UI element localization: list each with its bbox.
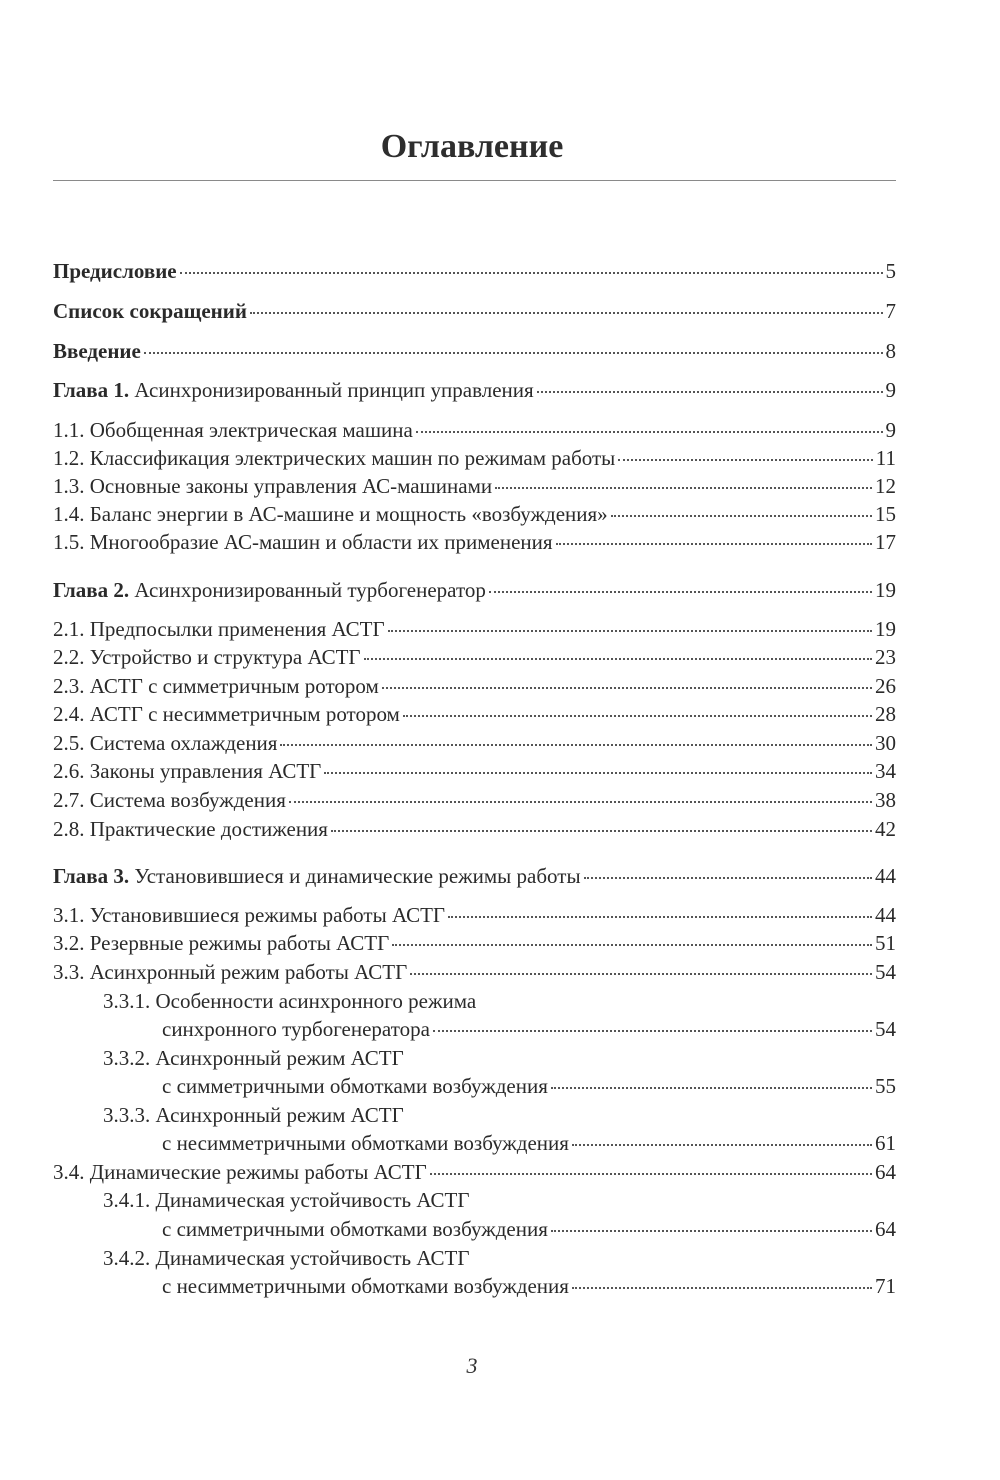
toc-entry-3-4-1-cont[interactable] bbox=[162, 1215, 896, 1243]
toc-entry-1-2[interactable] bbox=[53, 444, 896, 472]
toc-entry-text: 1.4. Баланс энергии в АС-машине и мощность «возбуждения» bbox=[53, 502, 608, 526]
toc-entry-bold: Список сокращений bbox=[53, 299, 247, 323]
toc-entry-3-4-1[interactable] bbox=[103, 1186, 896, 1214]
toc-entry-2-2[interactable] bbox=[53, 643, 896, 671]
toc-entry-text: 1.5. Многообразие АС-машин и области их применения bbox=[53, 530, 553, 554]
toc-page: 11 bbox=[875, 446, 896, 470]
toc-entry-text: 3.4. Динамические режимы работы АСТГ bbox=[53, 1160, 427, 1184]
toc-entry-text: 2.7. Система возбуждения bbox=[53, 788, 286, 812]
toc-entry-chapter-2[interactable] bbox=[53, 576, 896, 604]
toc-entry-text: 1.3. Основные законы управления АС-машинами bbox=[53, 474, 493, 498]
toc-entry-text: 3.1. Установившиеся режимы работы АСТГ bbox=[53, 903, 446, 927]
toc-entry-3-3-2[interactable] bbox=[103, 1044, 896, 1072]
toc-entry-text: Асинхронизированный турбогенератор bbox=[129, 578, 486, 602]
toc-page: 30 bbox=[875, 731, 896, 755]
leader-dots bbox=[551, 1229, 872, 1232]
leader-dots bbox=[364, 657, 872, 660]
toc-entry-introduction[interactable] bbox=[53, 337, 896, 365]
leader-dots bbox=[250, 311, 883, 314]
leader-dots bbox=[489, 590, 872, 593]
toc-entry-text: 2.4. АСТГ с несимметричным ротором bbox=[53, 702, 400, 726]
toc-entry-text: Установившиеся и динамические режимы работы bbox=[129, 864, 581, 888]
toc-entry-text: 3.4.1. Динамическая устойчивость АСТГ bbox=[103, 1188, 470, 1212]
leader-dots bbox=[388, 629, 872, 632]
leader-dots bbox=[403, 714, 872, 717]
toc-page: 26 bbox=[875, 674, 896, 698]
toc-entry-chapter-3[interactable] bbox=[53, 862, 896, 890]
toc-entry-cont: с несимметричными обмотками возбуждения bbox=[162, 1274, 569, 1298]
toc-entry-3-4-2[interactable] bbox=[103, 1244, 896, 1272]
leader-dots bbox=[537, 390, 883, 393]
toc-entry-text: Асинхронизированный принцип управления bbox=[129, 378, 534, 402]
toc-page: 23 bbox=[875, 645, 896, 669]
toc-page: 64 bbox=[875, 1217, 896, 1241]
toc-entry-text: 3.3.3. Асинхронный режим АСТГ bbox=[103, 1103, 404, 1127]
leader-dots bbox=[144, 351, 883, 354]
toc-entry-2-7[interactable] bbox=[53, 786, 896, 814]
toc-entry-3-3-3[interactable] bbox=[103, 1101, 896, 1129]
toc-entry-bold: Глава 2. bbox=[53, 578, 130, 602]
toc-entry-3-3-3-cont[interactable] bbox=[162, 1129, 896, 1157]
toc-entry-2-1[interactable] bbox=[53, 615, 896, 643]
leader-dots bbox=[392, 943, 872, 946]
toc-entry-bold: Введение bbox=[53, 339, 141, 363]
toc-page: 15 bbox=[875, 502, 896, 526]
toc-entry-text: 1.2. Классификация электрических машин по режимам работы bbox=[53, 446, 616, 470]
title-rule bbox=[53, 180, 896, 181]
toc-page: 51 bbox=[875, 931, 896, 955]
toc-entry-3-2[interactable] bbox=[53, 929, 896, 957]
toc-entry-2-3[interactable] bbox=[53, 672, 896, 700]
leader-dots bbox=[180, 271, 883, 274]
toc-page: 5 bbox=[885, 259, 896, 283]
toc-page: 44 bbox=[875, 903, 896, 927]
toc-entry-2-5[interactable] bbox=[53, 729, 896, 757]
leader-dots bbox=[430, 1172, 872, 1175]
toc-entry-cont: синхронного турбогенератора bbox=[162, 1017, 430, 1041]
toc-page: 28 bbox=[875, 702, 896, 726]
toc-entry-text: 3.3. Асинхронный режим работы АСТГ bbox=[53, 960, 408, 984]
toc-entry-text: 3.3.1. Особенности асинхронного режима bbox=[103, 989, 477, 1013]
toc-entry-2-6[interactable] bbox=[53, 757, 896, 785]
toc-page: 64 bbox=[875, 1160, 896, 1184]
toc-entry-chapter-1[interactable] bbox=[53, 376, 896, 404]
toc-entry-abbreviations[interactable] bbox=[53, 297, 896, 325]
leader-dots bbox=[495, 486, 872, 489]
toc-entry-3-1[interactable] bbox=[53, 901, 896, 929]
toc-entry-1-1[interactable] bbox=[53, 416, 896, 444]
toc-page: 54 bbox=[875, 960, 896, 984]
toc-entry-3-3[interactable] bbox=[53, 958, 896, 986]
toc-entry-3-3-1-cont[interactable] bbox=[162, 1015, 896, 1043]
toc-page: 12 bbox=[875, 474, 896, 498]
leader-dots bbox=[280, 743, 872, 746]
toc-entry-text: 3.2. Резервные режимы работы АСТГ bbox=[53, 931, 390, 955]
toc-entry-text: 2.5. Система охлаждения bbox=[53, 731, 278, 755]
toc-entry-2-8[interactable] bbox=[53, 815, 896, 843]
toc-entry-1-3[interactable] bbox=[53, 472, 896, 500]
toc-entry-3-3-2-cont[interactable] bbox=[162, 1072, 896, 1100]
toc-entry-bold: Глава 3. bbox=[53, 864, 130, 888]
toc-page: 71 bbox=[875, 1274, 896, 1298]
toc-entry-cont: с симметричными обмотками возбуждения bbox=[162, 1217, 548, 1241]
toc-entry-3-4-2-cont[interactable] bbox=[162, 1272, 896, 1300]
toc-entry-cont: с несимметричными обмотками возбуждения bbox=[162, 1131, 569, 1155]
leader-dots bbox=[584, 876, 872, 879]
leader-dots bbox=[410, 972, 872, 975]
toc-page: 54 bbox=[875, 1017, 896, 1041]
toc-entry-text: 3.3.2. Асинхронный режим АСТГ bbox=[103, 1046, 404, 1070]
toc-entry-text: 2.6. Законы управления АСТГ bbox=[53, 759, 322, 783]
toc-page: 8 bbox=[885, 339, 896, 363]
toc-page: 38 bbox=[875, 788, 896, 812]
toc-entry-bold: Глава 1. bbox=[53, 378, 130, 402]
toc-page: 19 bbox=[875, 578, 896, 602]
toc-page: 55 bbox=[875, 1074, 896, 1098]
toc-page: 34 bbox=[875, 759, 896, 783]
leader-dots bbox=[331, 829, 872, 832]
leader-dots bbox=[611, 514, 872, 517]
leader-dots bbox=[556, 542, 872, 545]
leader-dots bbox=[618, 458, 873, 461]
toc-entry-1-5[interactable] bbox=[53, 528, 896, 556]
toc-entry-3-4[interactable] bbox=[53, 1158, 896, 1186]
toc-page: 44 bbox=[875, 864, 896, 888]
leader-dots bbox=[551, 1086, 872, 1089]
toc-entry-cont: с симметричными обмотками возбуждения bbox=[162, 1074, 548, 1098]
toc-page: 61 bbox=[875, 1131, 896, 1155]
toc-entry-text: 3.4.2. Динамическая устойчивость АСТГ bbox=[103, 1246, 470, 1270]
leader-dots bbox=[382, 686, 872, 689]
toc-entry-bold: Предисловие bbox=[53, 259, 177, 283]
toc-entry-text: 2.3. АСТГ с симметричным ротором bbox=[53, 674, 379, 698]
toc-page: 42 bbox=[875, 817, 896, 841]
leader-dots bbox=[433, 1029, 872, 1032]
page-number: 3 bbox=[466, 1353, 478, 1378]
toc-page: 9 bbox=[885, 378, 896, 402]
toc-entry-text: 2.1. Предпосылки применения АСТГ bbox=[53, 617, 385, 641]
toc-page: 9 bbox=[885, 418, 896, 442]
toc-entry-3-3-1[interactable] bbox=[103, 987, 896, 1015]
toc-page: 19 bbox=[875, 617, 896, 641]
toc-page: 17 bbox=[875, 530, 896, 554]
leader-dots bbox=[289, 800, 872, 803]
page-title: Оглавление bbox=[380, 128, 564, 165]
toc-entry-text: 1.1. Обобщенная электрическая машина bbox=[53, 418, 413, 442]
leader-dots bbox=[416, 430, 883, 433]
leader-dots bbox=[324, 771, 872, 774]
toc-entry-1-4[interactable] bbox=[53, 500, 896, 528]
leader-dots bbox=[572, 1143, 872, 1146]
leader-dots bbox=[448, 915, 872, 918]
toc-entry-preface[interactable] bbox=[53, 257, 896, 285]
leader-dots bbox=[572, 1286, 872, 1289]
toc-page: 7 bbox=[885, 299, 896, 323]
toc-entry-text: 2.8. Практические достижения bbox=[53, 817, 328, 841]
toc-entry-2-4[interactable] bbox=[53, 700, 896, 728]
toc-entry-text: 2.2. Устройство и структура АСТГ bbox=[53, 645, 361, 669]
